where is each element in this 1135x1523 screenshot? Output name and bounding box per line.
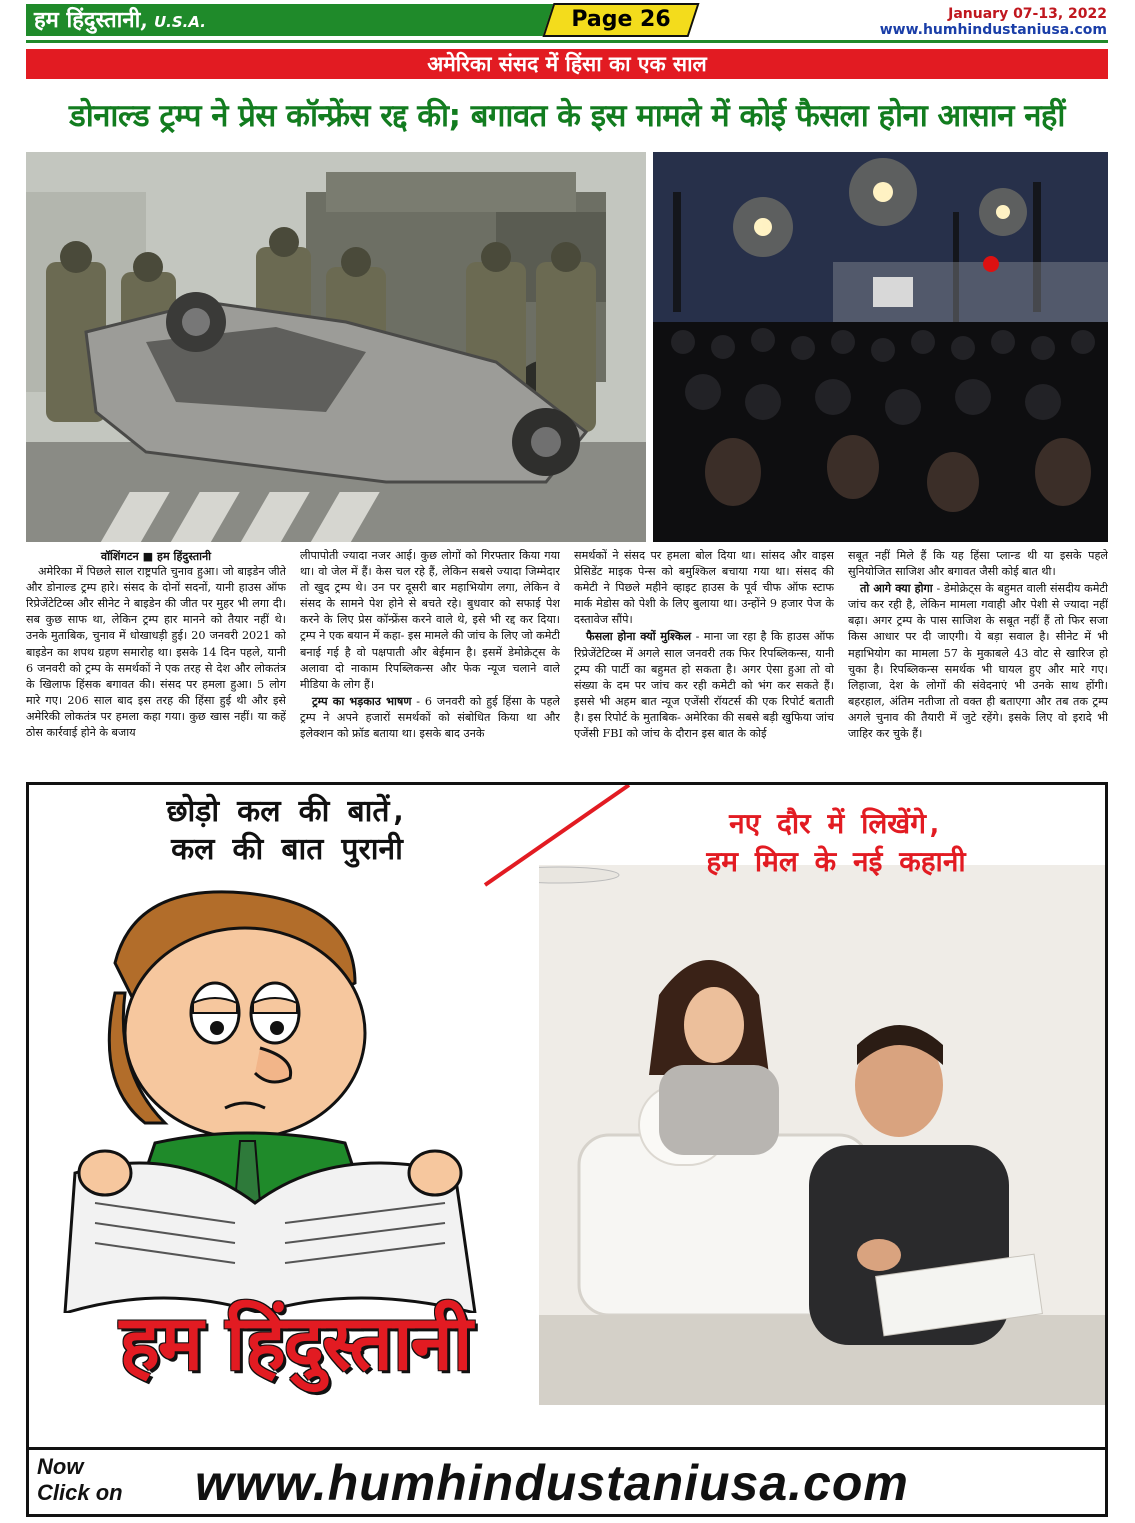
article-paragraph — [300, 693, 560, 742]
paper-name — [34, 4, 206, 38]
ad-slogan-right — [601, 805, 1071, 881]
article-paragraph-text: - डेमोक्रेट्स के बहुमत वाली संसदीय कमेटी जांच कर रही है, लेकिन मामला गवाही और पेशी से ज्यादा नहीं बढ़ा। अगर ट्रम्प के पास साजिश के सबूत नहीं हैं तो फिर सजा किस आधार पर दी जाएगी। ये बड़ा सवाल है। सीनेट में भी महाभियोग का मामला 57 के मुकाबले 43 वोट से खारिज हो चुका है। रिपब्लिकन्स समर्थक भी घायल हुए और मारे गए। लिहाजा, देश के लोगों की संवेदनाएं भी उनके साथ होंगी। बहरहाल, अंतिम नतीजा तो वक्त ही बताएगा और तब तक ट्रम्प अगले चुनाव की तैयारी में जुटे रहेंगे। इसके लिए वो इरादे भी जाहिर कर चुके हैं। — [848, 582, 1108, 741]
ad-brand-logo: हम हिंदुस्तानी — [119, 1298, 471, 1387]
main-headline: डोनाल्ड ट्रम्प ने प्रेस कॉन्फ्रेंस रद्द की; बगावत के इस मामले में कोई फैसला होना आसान नहीं — [69, 98, 1065, 134]
page-number: Page 26 — [571, 7, 671, 32]
photo-burnt-car-soldiers — [26, 152, 646, 542]
article-column-2 — [300, 548, 560, 774]
article-column-3 — [574, 548, 834, 774]
ad-cta — [37, 1454, 123, 1506]
paper-region: U.S.A. — [153, 13, 206, 31]
ad-website-link[interactable]: www.humhindustaniusa.com — [195, 1455, 909, 1511]
paper-name-text: हम हिंदुस्तानी, — [34, 7, 148, 33]
ad-photo-couple — [539, 865, 1108, 1405]
photo-night-protest-crowd — [653, 152, 1108, 542]
article-dateline: वॉशिंगटन ■ हम हिंदुस्तानी — [100, 549, 212, 563]
slogan-right-line-2: हम मिल के नई कहानी — [706, 845, 966, 878]
article-subhead: ट्रम्प का भड़काउ भाषण — [312, 693, 412, 708]
article-paragraph — [574, 628, 834, 742]
article-subhead: फैसला होना क्यों मुश्किल — [586, 629, 692, 644]
ad-slogan-left — [87, 793, 487, 869]
article-paragraph-text: - 6 जनवरी को हुई हिंसा के पहले ट्रम्प ने अपने हजारों समर्थकों को संबोधित किया था और इलेक्शन को फ्रॉड बताया था। इसके बाद उनके — [300, 694, 560, 741]
masthead-rule — [26, 40, 1108, 43]
kicker-banner: अमेरिका संसद में हिंसा का एक साल — [26, 49, 1108, 79]
masthead — [0, 0, 1135, 44]
issue-date: January 07-13, 2022 — [948, 6, 1107, 22]
slogan-left-line-1: छोड़ो कल की बातें, — [166, 794, 408, 829]
article-paragraph: समर्थकों ने संसद पर हमला बोल दिया था। सांसद और वाइस प्रेसिडेंट माइक पेन्स को बमुश्किल बचाया गया था। संसद की कमेटी ने पिछले महीने व्हाइट हाउस के पूर्व चीफ ऑफ स्टाफ मार्क मेडोस को पेशी के लिए बुलाया था। उन्होंने 9 हजार पेज के दस्तावेज सौंपे। — [574, 549, 834, 627]
cta-line-1: Now — [37, 1454, 84, 1479]
crowd-illustration — [653, 152, 1108, 542]
cartoon-boy-reading-icon — [55, 873, 495, 1313]
slogan-left-line-2: कल की बात पुरानी — [171, 832, 403, 867]
ad-footer — [29, 1447, 1105, 1514]
newspaper-advertisement[interactable] — [26, 782, 1108, 1517]
article-body — [26, 548, 1108, 774]
article-column-1 — [26, 548, 286, 774]
article-paragraph-text: - माना जा रहा है कि हाउस ऑफ रिप्रेजेंटेटिव्स में अगले साल जनवरी तक फिर रिपब्लिकन्स, यानी ट्रम्प की पार्टी का बहुमत हो सकता है। अगर ऐसा हुआ तो वो संख्या के दम पर जांच कर रही कमेटी को भंग कर सकते हैं। इससे भी अहम बात न्यूज एजेंसी रॉयटर्स की एक रिपोर्ट बताती है। इस रिपोर्ट के मुताबिक- अमेरिका की सबसे बड़ी खुफिया जांच एजेंसी FBI को जांच के दौरान इस बात के कोई — [574, 630, 834, 741]
article-paragraph: अमेरिका में पिछले साल राष्ट्रपति चुनाव हुआ। जो बाइडेन जीते और डोनाल्ड ट्रम्प हारे। संसद के दोनों सदनों, यानी हाउस ऑफ रिप्रेजेंटेटिव्स और सीनेट ने बाइडेन की जीत पर मुहर भी लगा दी। सब कुछ साफ था, लेकिन ट्रम्प हार मानने को तैयार नहीं थे। उनके मुताबिक, चुनाव में धोखाधड़ी हुई। 20 जनवरी 2021 को बाइडेन का शपथ ग्रहण समारोह था। इसके 14 दिन पहले, यानी 6 जनवरी को ट्रम्प के समर्थकों ने एक तरह से देश और लोकतंत्र के खिलाफ हिंसक बगावत की। संसद पर हमला हुआ। 5 लोग मारे गए। 206 साल बाद इस तरह की हिंसा हुई थी और इसे अमेरिकी लोकतंत्र पर हमला कहा गया। कुछ खास नहीं। या कहें ठोस कार्रवाई होने के बजाय — [26, 565, 286, 740]
slogan-right-line-1: नए दौर में लिखेंगे, — [729, 807, 943, 840]
article-paragraph: सबूत नहीं मिले हैं कि यह हिंसा प्लान्ड थी या इसके पहले सुनियोजित साजिश और बगावत जैसी कोई बात थी। — [848, 549, 1108, 579]
article-subhead: तो आगे क्या होगा — [860, 581, 933, 596]
article-paragraph — [848, 580, 1108, 742]
burnt-car-illustration — [26, 152, 646, 542]
article-column-4 — [848, 548, 1108, 774]
website-link[interactable]: www.humhindustaniusa.com — [879, 22, 1107, 38]
cta-line-2: Click on — [37, 1480, 123, 1505]
article-paragraph: लीपापोती ज्यादा नजर आई। कुछ लोगों को गिरफ्तार किया गया था। वो जेल में हैं। केस चल रहे हैं, लेकिन सबसे ज्यादा जिम्मेदार तो खुद ट्रम्प थे। उन पर दूसरी बार महाभियोग लगा, लेकिन वे संसद के सामने पेश होने से बचते रहे। बुधवार को सफाई पेश करने के लिए प्रेस कॉन्फ्रेंस करने वाले थे, इसे भी रद्द कर दिया। ट्रम्प ने एक बयान में कहा- इस मामले की जांच के लिए जो कमेटी बनाई गई है वो पक्षपाती और बेईमान है। इसमें डेमोक्रेट्स के अलावा दो नाकाम रिपब्लिकन्स और फेक न्यूज चलाने वाले मीडिया के लोग हैं। — [300, 549, 560, 691]
couple-illustration — [539, 865, 1108, 1405]
